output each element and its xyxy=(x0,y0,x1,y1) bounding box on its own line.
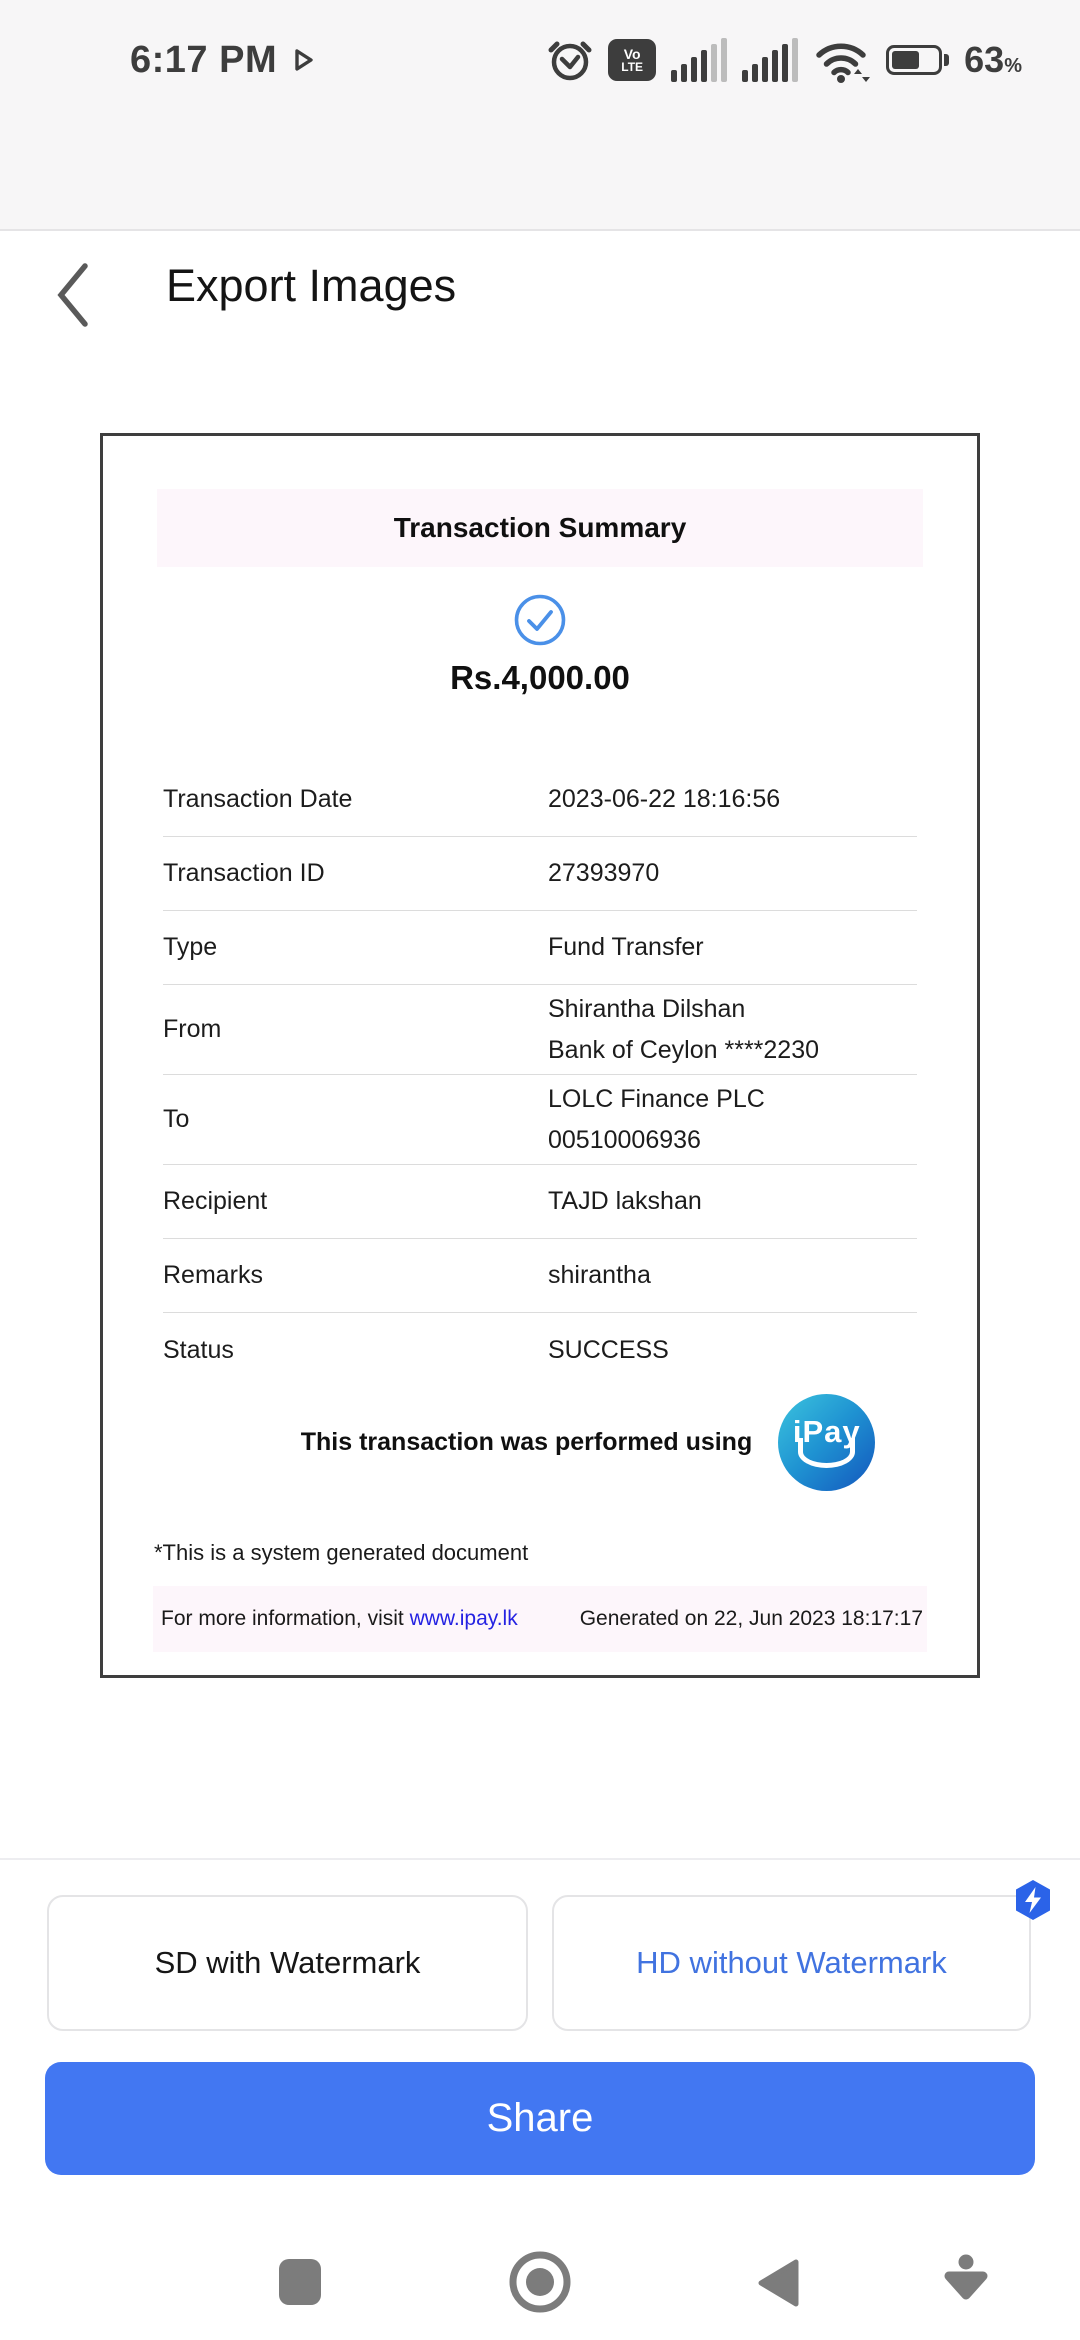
performed-using-line xyxy=(151,1393,1025,1491)
notification-triangle-icon xyxy=(293,48,315,72)
row-label: Remarks xyxy=(163,1261,264,1289)
row-label: Type xyxy=(163,933,218,961)
performed-using-text: This transaction was performed using xyxy=(300,1427,753,1456)
row-value xyxy=(548,1330,917,1371)
receipt-title: Transaction Summary xyxy=(393,512,687,543)
lightning-hexagon-badge-icon xyxy=(1014,1879,1052,1921)
row-value-line: LOLC Finance PLC xyxy=(548,1084,765,1113)
row-label: Recipient xyxy=(163,1187,268,1215)
transaction-receipt-card xyxy=(100,433,980,1678)
system-generated-note: *This is a system generated document xyxy=(154,1540,529,1565)
receipt-row xyxy=(163,837,917,911)
row-label: Transaction Date xyxy=(163,785,353,813)
signal-icon xyxy=(671,38,727,82)
row-value-line: Bank of Ceylon ****2230 xyxy=(548,1035,820,1064)
success-check-icon xyxy=(513,593,567,647)
row-value xyxy=(548,927,917,968)
signal-icon xyxy=(742,38,798,82)
ipay-logo: iPay xyxy=(778,1394,875,1491)
row-value-line: 27393970 xyxy=(548,859,660,887)
row-value xyxy=(548,1255,917,1296)
receipt-row xyxy=(163,1165,917,1239)
row-label: Transaction ID xyxy=(163,859,325,887)
row-label: To xyxy=(163,1105,190,1133)
receipt-row xyxy=(163,1313,917,1387)
row-label: Status xyxy=(163,1335,234,1364)
receipt-row xyxy=(163,763,917,837)
page-title: Export Images xyxy=(166,260,457,311)
wifi-icon xyxy=(813,36,871,84)
row-value-line: Fund Transfer xyxy=(548,933,704,961)
hd-without-watermark-button[interactable] xyxy=(552,1895,1031,2031)
transaction-amount: Rs.4,000.00 xyxy=(450,659,630,696)
top-chrome xyxy=(0,0,1080,311)
back-icon[interactable] xyxy=(755,2258,801,2308)
sd-with-watermark-button[interactable] xyxy=(47,1895,528,2031)
row-value xyxy=(548,1181,917,1222)
hide-nav-icon[interactable] xyxy=(937,2252,995,2304)
receipt-row xyxy=(163,911,917,985)
success-check-wrap xyxy=(103,593,977,647)
row-value xyxy=(548,779,917,820)
row-value-line: Shirantha Dilshan xyxy=(548,994,746,1023)
row-value xyxy=(548,1079,917,1161)
share-button[interactable] xyxy=(45,2062,1035,2175)
receipt-title-band xyxy=(157,489,923,567)
back-button[interactable] xyxy=(52,260,96,330)
status-bar xyxy=(0,30,1080,90)
row-label: From xyxy=(163,1015,222,1043)
sheet-divider xyxy=(0,1858,1080,1860)
row-value xyxy=(548,853,917,894)
clock-time: 6:17 PM xyxy=(130,38,278,81)
generated-on-text: Generated on 22, Jun 2023 18:17:17 xyxy=(579,1607,923,1630)
receipt-footer-band xyxy=(153,1586,927,1652)
hd-option-label: HD without Watermark xyxy=(636,1945,947,1980)
ipay-link[interactable]: www.ipay.lk xyxy=(409,1607,518,1630)
row-value xyxy=(548,989,917,1071)
status-icons xyxy=(547,36,1022,84)
recents-icon[interactable] xyxy=(279,2259,321,2305)
receipt-row xyxy=(163,1075,917,1165)
sd-option-label: SD with Watermark xyxy=(154,1945,421,1980)
receipt-row xyxy=(163,1239,917,1313)
receipt-row xyxy=(163,985,917,1075)
row-value-line: TAJD lakshan xyxy=(548,1187,702,1215)
row-value-line: shirantha xyxy=(548,1261,651,1289)
footer-info-text: For more information, visit www.ipay.lk xyxy=(161,1607,518,1630)
app-header xyxy=(0,120,1080,311)
volte-icon: Vo LTE xyxy=(608,39,656,81)
row-value-line: SUCCESS xyxy=(548,1335,669,1364)
ipay-smile-arc xyxy=(798,1438,855,1468)
home-icon[interactable] xyxy=(509,2251,571,2313)
row-value-line: 2023-06-22 18:16:56 xyxy=(548,785,781,813)
row-value-line: 00510006936 xyxy=(548,1125,701,1154)
receipt-rows xyxy=(163,763,917,1387)
battery-icon xyxy=(886,45,949,75)
battery-percent: 63% xyxy=(964,39,1022,80)
share-button-label: Share xyxy=(486,2096,594,2140)
alarm-icon xyxy=(547,37,593,83)
